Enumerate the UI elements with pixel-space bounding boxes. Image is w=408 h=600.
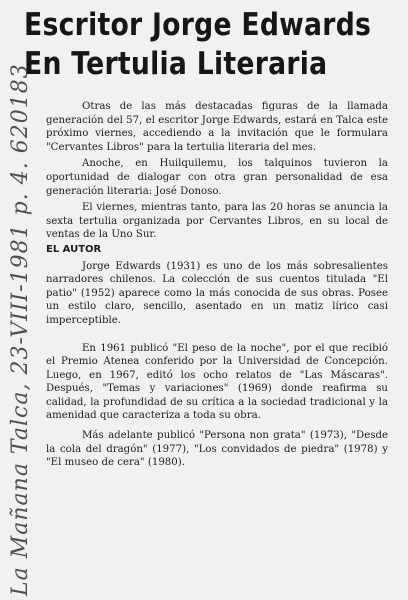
- paragraph-works-1961: En 1961 publicó "El peso de la noche", por el que recibió el Premio Atenea conferido por la Universidad de Concepción. Luego, en 1967, editó los ocho relatos de "Las Máscaras". Después, "Temas y variaciones" (1969) donde reafirma su calidad, la profundidad de su crítica a la sociedad tradicional y la amenidad que caracteriza a toda su obra.: [46, 342, 388, 422]
- article-body: [46, 100, 388, 473]
- headline: [24, 6, 372, 84]
- section-heading-el-autor: EL AUTOR: [46, 243, 102, 255]
- headline-line-2: En Tertulia Literaria: [24, 46, 328, 82]
- paragraph-intro: Otras de las más destacadas figuras de la llamada generación del 57, el escritor Jorge Edwards, estará en Talca este próximo viernes, accediendo a la invitación que le formulara "Cervantes Libros" para la tertulia literaria del mes.: [46, 101, 388, 153]
- handwritten-source-note: La Mañana Talca, 23-VIII-1981 p. 4. 620183: [8, 63, 33, 596]
- paragraph-later-works: Más adelante publicó "Persona non grata" (1973), "Desde la cola del dragón" (1977), "Los convidados de piedra" (1978) y "El museo de cera" (1980).: [46, 430, 388, 469]
- paragraph-announcement: El viernes, mientras tanto, para las 20 horas se anuncia la sexta tertulia organizada por Cervantes Libros, en su local de ventas de la Uno Sur.: [46, 202, 388, 241]
- paragraph-author-bio: Jorge Edwards (1931) es uno de los más sobresalientes narradores chilenos. La colección de sus cuentos titulada "El patio" (1952) aparece como la más conocida de sus obras. Posee un estilo claro, sencillo, asentado en un matiz lírico casi imperceptible.: [46, 260, 388, 326]
- paragraph-donoso: Anoche, en Huilquilemu, los talquinos tuvieron la oportunidad de dialogar con otra gran personalidad de esa generación literaria: José Donoso.: [46, 158, 388, 197]
- headline-line-1: Escritor Jorge Edwards: [24, 7, 372, 43]
